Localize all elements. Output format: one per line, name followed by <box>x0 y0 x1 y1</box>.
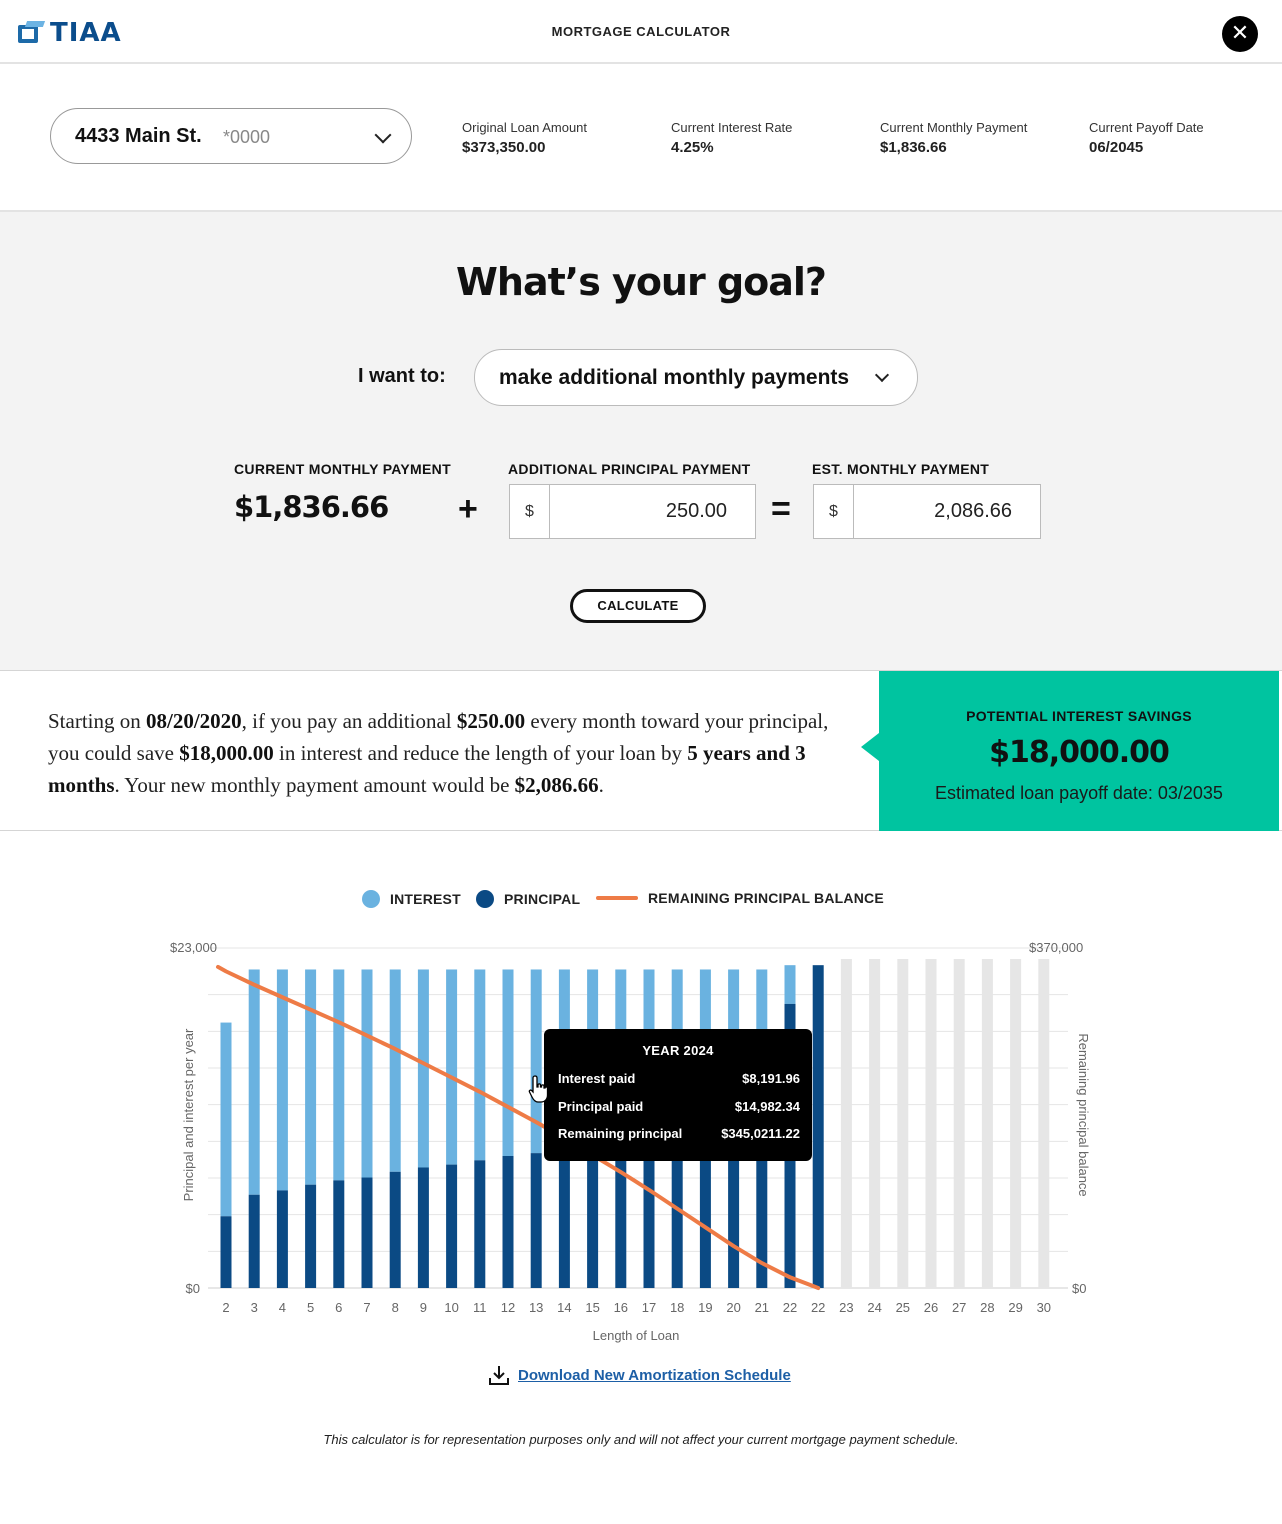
x-tick-label: 5 <box>306 1300 315 1315</box>
result-text: in interest and reduce the length of your loan by <box>273 741 688 765</box>
currency-symbol: $ <box>510 485 550 538</box>
close-button[interactable] <box>1222 16 1258 52</box>
interest-bar <box>390 969 401 1171</box>
brand-name: TIAA <box>50 18 122 48</box>
result-new-payment: $2,086.66 <box>514 773 599 797</box>
unused-bar <box>1010 959 1021 1288</box>
account-number: *0000 <box>223 127 271 147</box>
goal-selected-option: make additional monthly payments <box>499 366 850 389</box>
x-tick-label: 3 <box>250 1300 258 1315</box>
result-text: Starting on <box>48 709 146 733</box>
x-axis-label: Length of Loan <box>592 1328 680 1343</box>
interest-bar <box>333 969 344 1180</box>
savings-label: POTENTIAL INTEREST SAVINGS <box>966 708 1192 724</box>
legend-principal <box>476 890 580 908</box>
principal-bar <box>418 1167 429 1288</box>
app-header <box>0 0 1282 64</box>
goal-heading: What’s your goal? <box>456 260 826 304</box>
interest-bar <box>785 965 796 1004</box>
principal-bar <box>221 1216 232 1288</box>
principal-bar <box>474 1160 485 1288</box>
x-tick-label: 11 <box>473 1300 487 1315</box>
principal-bar <box>362 1178 373 1288</box>
tooltip-value: $345,0211.22 <box>721 1126 800 1141</box>
tooltip-value: $14,982.34 <box>734 1099 800 1114</box>
additional-payment-input[interactable] <box>551 485 755 538</box>
currency-symbol: $ <box>814 485 854 538</box>
unused-bar <box>897 959 908 1288</box>
stat-value: $1,836.66 <box>880 139 947 156</box>
unused-bar <box>841 959 852 1288</box>
result-summary <box>48 705 838 801</box>
x-tick-label: 9 <box>419 1300 428 1315</box>
x-tick-label: 22 <box>810 1300 826 1315</box>
principal-bar <box>333 1180 344 1288</box>
stat-label: Current Interest Rate <box>671 120 793 135</box>
y2-tick-label: $370,000 <box>1029 940 1084 955</box>
close-icon: ✕ <box>1230 21 1250 46</box>
savings-value: $18,000.00 <box>989 735 1169 770</box>
stat-label: Current Payoff Date <box>1089 120 1204 135</box>
unused-bar <box>1038 959 1049 1288</box>
legend-label: REMAINING PRINCIPAL BALANCE <box>648 890 884 906</box>
stat-payoff-date <box>1089 120 1204 156</box>
download-icon <box>488 1364 510 1386</box>
x-tick-label: 17 <box>641 1300 657 1315</box>
additional-payment-field <box>509 484 756 539</box>
stat-interest-rate <box>671 120 792 156</box>
x-tick-label: 4 <box>278 1300 287 1315</box>
interest-bar <box>503 969 514 1156</box>
y2-tick-label: $0 <box>1072 1281 1087 1296</box>
x-tick-label: 13 <box>528 1300 544 1315</box>
tooltip-value: $8,191.96 <box>742 1071 800 1086</box>
loan-summary <box>0 64 1282 212</box>
principal-bar <box>615 1143 626 1288</box>
result-text: every month toward your principal, you could save <box>48 709 829 765</box>
principal-bar <box>277 1190 288 1288</box>
equals-icon: = <box>771 490 791 528</box>
x-tick-label: 25 <box>895 1300 911 1315</box>
result-panel <box>0 671 1282 831</box>
stat-label: Original Loan Amount <box>462 120 588 135</box>
savings-pointer <box>861 733 879 761</box>
legend-label: PRINCIPAL <box>504 891 581 907</box>
est-payment-label: EST. MONTHLY PAYMENT <box>812 461 990 477</box>
interest-bar <box>418 969 429 1167</box>
chart-tooltip <box>544 1029 812 1161</box>
interest-bar <box>362 969 373 1177</box>
x-tick-label: 28 <box>980 1300 995 1315</box>
hand-cursor-icon <box>528 1074 550 1104</box>
x-tick-label: 27 <box>951 1300 967 1315</box>
principal-dot-icon <box>476 890 494 908</box>
x-tick-label: 14 <box>557 1300 572 1315</box>
x-tick-label: 18 <box>669 1300 685 1315</box>
unused-bar <box>954 959 965 1288</box>
savings-card <box>879 671 1279 831</box>
unused-bar <box>869 959 880 1288</box>
unused-bar <box>926 959 937 1288</box>
chevron-down-icon <box>375 127 392 144</box>
result-additional-amount: $250.00 <box>456 709 526 733</box>
principal-bar <box>587 1147 598 1288</box>
x-tick-label: 20 <box>726 1300 741 1315</box>
unused-bar <box>982 959 993 1288</box>
property-address: 4433 Main St. <box>75 125 202 147</box>
x-tick-label: 6 <box>335 1300 343 1315</box>
calculate-button[interactable]: CALCULATE <box>570 589 706 623</box>
stat-label: Current Monthly Payment <box>880 120 1028 135</box>
principal-bar <box>503 1156 514 1288</box>
y-tick-label: $23,000 <box>170 940 217 955</box>
est-payment-field <box>813 484 1041 539</box>
x-tick-label: 22 <box>782 1300 798 1315</box>
principal-bar <box>305 1185 316 1288</box>
interest-bar <box>277 969 288 1190</box>
principal-bar <box>446 1165 457 1288</box>
stat-monthly-payment <box>880 120 1027 156</box>
principal-bar <box>559 1150 570 1288</box>
property-select[interactable] <box>50 108 412 164</box>
principal-bar <box>813 965 824 1288</box>
x-tick-label: 2 <box>222 1300 230 1315</box>
stat-value: 06/2045 <box>1089 139 1144 156</box>
chevron-down-icon <box>875 368 889 382</box>
stat-value: $373,350.00 <box>462 139 546 156</box>
result-text: . <box>598 773 604 797</box>
current-payment-label: CURRENT MONTHLY PAYMENT <box>234 461 451 477</box>
balance-line-icon <box>596 896 638 900</box>
x-tick-label: 21 <box>754 1300 770 1315</box>
interest-bar <box>249 969 260 1194</box>
result-saved-amount: $18,000.00 <box>179 741 274 765</box>
x-tick-label: 7 <box>363 1300 371 1315</box>
legend-balance <box>596 890 884 906</box>
principal-bar <box>390 1172 401 1288</box>
y-tick-label: $0 <box>185 1281 200 1296</box>
tooltip-title: YEAR 2024 <box>642 1043 714 1058</box>
x-tick-label: 23 <box>839 1300 854 1315</box>
additional-payment-label: ADDITIONAL PRINCIPAL PAYMENT <box>508 461 751 477</box>
goal-select[interactable] <box>474 349 918 406</box>
principal-bar <box>531 1153 542 1288</box>
x-tick-label: 16 <box>613 1300 629 1315</box>
y2-axis-label: Remaining principal balance <box>1076 1033 1091 1197</box>
x-tick-label: 29 <box>1008 1300 1023 1315</box>
page-title: MORTGAGE CALCULATOR <box>551 24 731 39</box>
result-text: . Your new monthly payment amount would be <box>114 773 515 797</box>
current-payment-value: $1,836.66 <box>234 490 389 524</box>
x-tick-label: 10 <box>444 1300 459 1315</box>
tooltip-label: Remaining principal <box>558 1126 683 1141</box>
download-schedule-link[interactable] <box>488 1364 791 1386</box>
legend-label: INTEREST <box>390 891 461 907</box>
x-tick-label: 19 <box>698 1300 713 1315</box>
interest-bar <box>446 969 457 1164</box>
tooltip-label: Principal paid <box>558 1099 644 1114</box>
stat-value: 4.25% <box>671 139 714 156</box>
goal-panel <box>0 212 1282 671</box>
interest-bar <box>474 969 485 1160</box>
x-tick-label: 15 <box>585 1300 600 1315</box>
want-label: I want to: <box>358 365 446 387</box>
interest-bar <box>305 969 316 1184</box>
est-payment-input[interactable] <box>855 485 1040 538</box>
x-tick-label: 26 <box>923 1300 939 1315</box>
tooltip-label: Interest paid <box>558 1071 636 1086</box>
legend-interest <box>362 890 461 908</box>
result-text: , if you pay an additional <box>241 709 457 733</box>
disclaimer: This calculator is for representation purposes only and will not affect your current mortgage payment schedule. <box>323 1432 959 1447</box>
x-tick-label: 24 <box>867 1300 882 1315</box>
x-tick-label: 12 <box>500 1300 516 1315</box>
result-start-date: 08/20/2020 <box>146 709 242 733</box>
x-tick-label: 30 <box>1036 1300 1052 1315</box>
interest-dot-icon <box>362 890 380 908</box>
download-link-label: Download New Amortization Schedule <box>518 1366 791 1384</box>
interest-bar <box>221 1023 232 1217</box>
payoff-date: Estimated loan payoff date: 03/2035 <box>935 783 1223 803</box>
x-tick-label: 8 <box>391 1300 399 1315</box>
principal-bar <box>249 1195 260 1288</box>
plus-icon: + <box>458 490 478 528</box>
stat-original-loan <box>462 120 587 156</box>
y-axis-label: Principal and interest per year <box>181 1028 196 1202</box>
result-reduction: 5 years and 3 months <box>48 741 806 797</box>
